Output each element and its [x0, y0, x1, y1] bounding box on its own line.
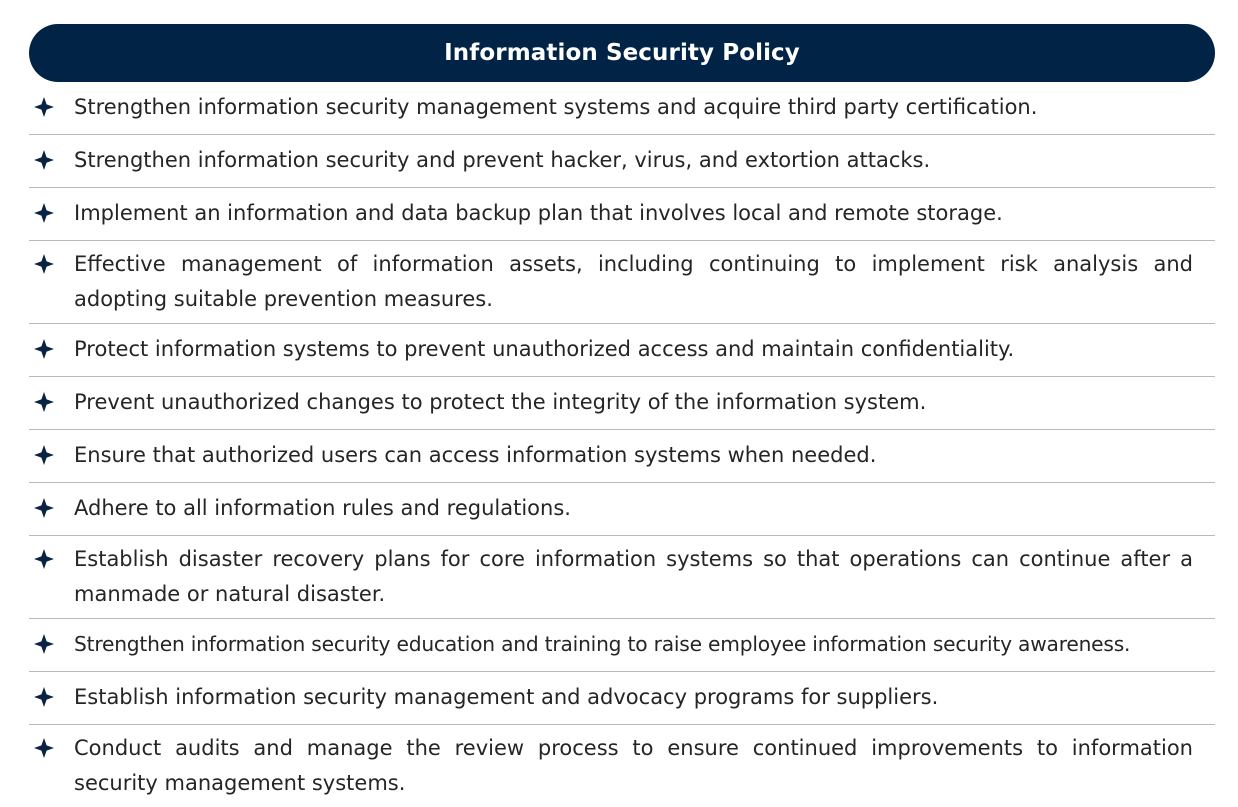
list-item — [29, 430, 1215, 483]
list-item — [29, 619, 1215, 672]
list-item — [29, 188, 1215, 241]
list-item-text: Strengthen information security and prevent hacker, virus, and extortion attacks. — [74, 148, 931, 172]
list-item-text: Adhere to all information rules and regulations. — [74, 496, 571, 520]
four-point-star-icon — [33, 202, 55, 224]
policy-header — [29, 24, 1215, 82]
list-item-text: Effective management of information assets, including continuing to implement risk analysis and adopting suitable prevention measures. — [74, 252, 1193, 311]
list-item — [29, 536, 1215, 619]
four-point-star-icon — [33, 149, 55, 171]
list-item — [29, 377, 1215, 430]
four-point-star-icon — [33, 497, 55, 519]
list-item — [29, 324, 1215, 377]
four-point-star-icon — [33, 633, 55, 655]
four-point-star-icon — [33, 737, 55, 759]
policy-panel — [29, 24, 1215, 807]
list-item-text: Establish information security management and advocacy programs for suppliers. — [74, 685, 939, 709]
four-point-star-icon — [33, 338, 55, 360]
list-item-text: Conduct audits and manage the review process to ensure continued improvements to information security management systems. — [74, 736, 1193, 795]
list-item-text: Strengthen information security management systems and acquire third party certification. — [74, 95, 1038, 119]
list-item-text: Strengthen information security education and training to raise employee information security awareness. — [74, 632, 1131, 656]
list-item — [29, 483, 1215, 536]
four-point-star-icon — [33, 391, 55, 413]
list-item-text: Ensure that authorized users can access information systems when needed. — [74, 443, 877, 467]
list-item — [29, 135, 1215, 188]
four-point-star-icon — [33, 253, 55, 275]
list-item — [29, 672, 1215, 725]
page-title: Information Security Policy — [444, 40, 800, 66]
list-item — [29, 725, 1215, 807]
policy-list — [29, 82, 1215, 807]
four-point-star-icon — [33, 444, 55, 466]
list-item — [29, 241, 1215, 324]
list-item — [29, 82, 1215, 135]
list-item-text: Prevent unauthorized changes to protect the integrity of the information system. — [74, 390, 927, 414]
four-point-star-icon — [33, 686, 55, 708]
list-item-text: Implement an information and data backup plan that involves local and remote storage. — [74, 201, 1003, 225]
four-point-star-icon — [33, 548, 55, 570]
list-item-text: Establish disaster recovery plans for core information systems so that operations can continue after a manmade or natural disaster. — [74, 547, 1193, 606]
list-item-text: Protect information systems to prevent unauthorized access and maintain confidentiality. — [74, 337, 1015, 361]
four-point-star-icon — [33, 96, 55, 118]
